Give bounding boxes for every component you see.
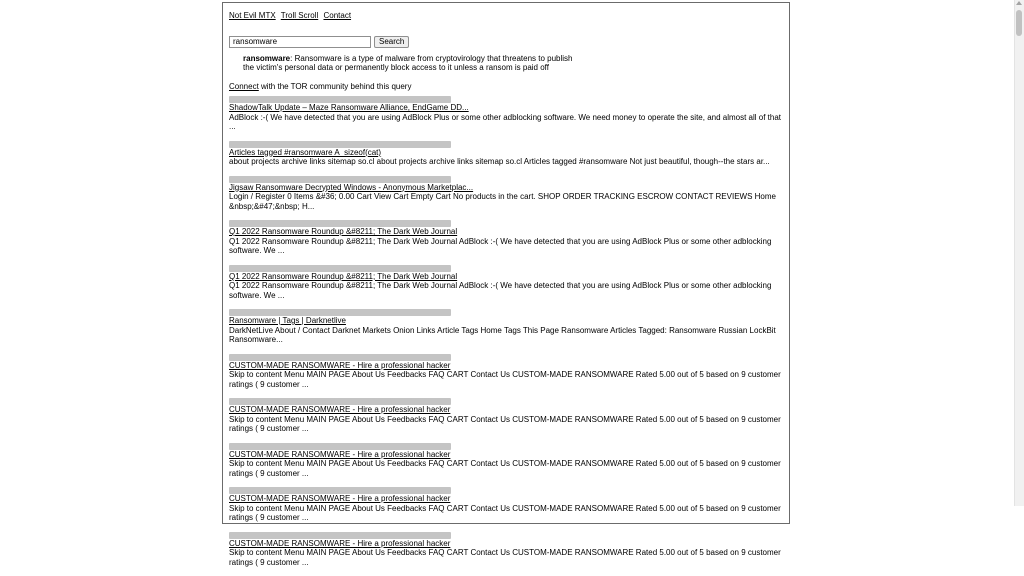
- redacted-url-bar: [229, 487, 451, 494]
- result-snippet: Login / Register 0 Items &#36; 0.00 Cart View Cart Empty Cart No products in the cart. SHOP ORDER TRACKING ESCROW CONTACT REVIEWS Home &nbsp;&#47;&nbsp; H...: [229, 192, 776, 211]
- redacted-url-bar: [229, 398, 451, 405]
- nav-link-not-evil-mtx[interactable]: Not Evil MTX: [229, 11, 276, 20]
- result-title-link[interactable]: Q1 2022 Ransomware Roundup &#8211; The Dark Web Journal: [229, 271, 458, 281]
- redacted-url-bar: [229, 265, 451, 272]
- result-snippet: Q1 2022 Ransomware Roundup &#8211; The Dark Web Journal AdBlock :-( We have detected that you are using AdBlock Plus or some other adblocking software. We ...: [229, 281, 772, 300]
- nav-link-troll-scroll[interactable]: Troll Scroll: [280, 11, 319, 20]
- result-snippet: DarkNetLive About / Contact Darknet Markets Onion Links Article Tags Home Tags This Page Ransomware Articles Tagged: Ransomware Russian LockBit Ransomware...: [229, 325, 776, 344]
- results-page: [222, 2, 790, 567]
- result-item: [229, 398, 784, 434]
- result-title-link[interactable]: CUSTOM-MADE RANSOMWARE - Hire a professional hacker: [229, 449, 451, 459]
- scrollbar[interactable]: [1014, 0, 1024, 506]
- definition-text: : Ransomware is a type of malware from cryptovirology that threatens to publish the victim's personal data or permanently block access to it unless a ransom is paid off: [243, 53, 573, 72]
- connect-line: [229, 82, 784, 92]
- result-title-link[interactable]: CUSTOM-MADE RANSOMWARE - Hire a professional hacker: [229, 538, 451, 548]
- nav-link-contact[interactable]: Contact: [323, 11, 352, 20]
- redacted-url-bar: [229, 354, 451, 361]
- connect-link[interactable]: Connect: [229, 81, 259, 91]
- redacted-url-bar: [229, 309, 451, 316]
- scrollbar-thumb[interactable]: [1016, 10, 1022, 36]
- result-title-link[interactable]: CUSTOM-MADE RANSOMWARE - Hire a professional hacker: [229, 360, 451, 370]
- result-snippet: Q1 2022 Ransomware Roundup &#8211; The Dark Web Journal AdBlock :-( We have detected that you are using AdBlock Plus or some other adblocking software. We ...: [229, 236, 772, 255]
- scroll-up-arrow-icon[interactable]: [1016, 1, 1022, 5]
- result-item: [229, 309, 784, 345]
- redacted-url-bar: [229, 96, 451, 103]
- result-snippet: AdBlock :-( We have detected that you are using AdBlock Plus or some other adblocking software. We need money to operate the site, and almost all of that ...: [229, 112, 782, 131]
- result-title-link[interactable]: Articles tagged #ransomware A_sizeof(cat): [229, 147, 382, 157]
- redacted-url-bar: [229, 220, 451, 227]
- result-item: [229, 443, 784, 479]
- redacted-url-bar: [229, 532, 451, 539]
- result-title-link[interactable]: Ransomware | Tags | Darknetlive: [229, 316, 346, 325]
- result-title-link[interactable]: Jigsaw Ransomware Decrypted Windows - Anonymous Marketplac...: [229, 182, 474, 192]
- result-snippet: Skip to content Menu MAIN PAGE About Us Feedbacks FAQ CART Contact Us CUSTOM-MADE RANSOMWARE Rated 5.00 out of 5 based on 9 customer ratings ( 9 customer ...: [229, 459, 781, 478]
- definition-box: [243, 54, 573, 72]
- result-item: [229, 141, 784, 167]
- result-item: [229, 96, 784, 132]
- page-content: [229, 11, 784, 576]
- result-item: [229, 220, 784, 256]
- redacted-url-bar: [229, 141, 451, 148]
- result-title-link[interactable]: CUSTOM-MADE RANSOMWARE - Hire a professional hacker: [229, 405, 451, 414]
- search-bar: [229, 36, 784, 48]
- result-title-link[interactable]: CUSTOM-MADE RANSOMWARE - Hire a professional hacker: [229, 494, 451, 503]
- result-title-link[interactable]: ShadowTalk Update – Maze Ransomware Alliance, EndGame DD...: [229, 103, 469, 112]
- search-button[interactable]: Search: [374, 36, 409, 48]
- result-item: [229, 487, 784, 523]
- result-snippet: Skip to content Menu MAIN PAGE About Us Feedbacks FAQ CART Contact Us CUSTOM-MADE RANSOMWARE Rated 5.00 out of 5 based on 9 customer ratings ( 9 customer ...: [229, 370, 781, 389]
- result-title-link[interactable]: Q1 2022 Ransomware Roundup &#8211; The Dark Web Journal: [229, 227, 458, 236]
- result-item: [229, 265, 784, 301]
- result-snippet: about projects archive links sitemap so.cl about projects archive links sitemap so.cl Articles tagged #ransomware Not just beautiful, though--the stars ar...: [229, 157, 770, 166]
- connect-text: with the TOR community behind this query: [258, 81, 412, 91]
- result-item: [229, 176, 784, 212]
- top-nav: [229, 11, 784, 21]
- results-list: [229, 96, 784, 567]
- redacted-url-bar: [229, 443, 451, 450]
- search-input[interactable]: [229, 36, 371, 48]
- definition-term: ransomware: [243, 53, 291, 63]
- result-item: [229, 354, 784, 390]
- redacted-url-bar: [229, 176, 451, 183]
- result-item: [229, 532, 784, 568]
- result-snippet: Skip to content Menu MAIN PAGE About Us Feedbacks FAQ CART Contact Us CUSTOM-MADE RANSOMWARE Rated 5.00 out of 5 based on 9 customer ratings ( 9 customer ...: [229, 414, 781, 433]
- result-snippet: Skip to content Menu MAIN PAGE About Us Feedbacks FAQ CART Contact Us CUSTOM-MADE RANSOMWARE Rated 5.00 out of 5 based on 9 customer ratings ( 9 customer ...: [229, 548, 781, 567]
- result-snippet: Skip to content Menu MAIN PAGE About Us Feedbacks FAQ CART Contact Us CUSTOM-MADE RANSOMWARE Rated 5.00 out of 5 based on 9 customer ratings ( 9 customer ...: [229, 503, 781, 522]
